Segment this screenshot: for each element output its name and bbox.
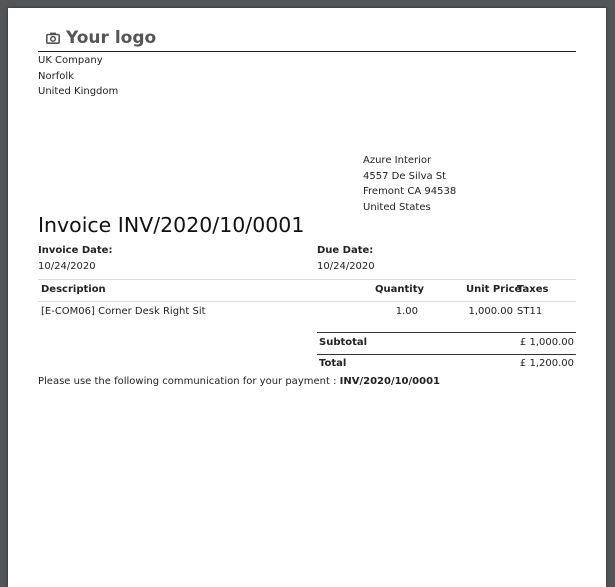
column-header-quantity: Quantity	[375, 284, 424, 295]
company-country: United Kingdom	[38, 86, 119, 97]
customer-name: Azure Interior	[363, 155, 432, 166]
customer-address	[363, 153, 456, 215]
company-logo	[46, 28, 156, 48]
column-header-unit-price: Unit Price	[466, 284, 522, 295]
total-divider	[317, 354, 576, 355]
company-name: UK Company	[38, 55, 103, 66]
subtotal-value: £ 1,000.00	[519, 337, 574, 348]
company-address	[38, 53, 118, 100]
invoice-date-label: Invoice Date:	[38, 245, 113, 256]
customer-city: Fremont CA 94538	[363, 186, 457, 197]
row-quantity: 1.00	[395, 306, 418, 317]
invoice-date-value: 10/24/2020	[38, 261, 96, 272]
dates-divider	[38, 279, 576, 280]
column-header-taxes: Taxes	[517, 284, 549, 295]
customer-street: 4557 De Silva St	[363, 170, 447, 182]
header-divider	[38, 51, 576, 52]
column-header-description: Description	[41, 284, 106, 295]
totals-top-divider	[317, 332, 576, 333]
company-city: Norfolk	[38, 70, 74, 82]
due-date-label: Due Date:	[317, 245, 374, 256]
table-header-divider	[38, 301, 576, 302]
row-unit-price: 1,000.00	[468, 306, 513, 317]
camera-icon	[46, 32, 60, 44]
payment-communication	[38, 376, 440, 387]
row-description: [E-COM06] Corner Desk Right Sit	[41, 306, 206, 317]
invoice-title: Invoice INV/2020/10/0001	[38, 213, 305, 237]
payment-reference: INV/2020/10/0001	[339, 376, 440, 387]
customer-country: United States	[363, 201, 431, 213]
payment-text: Please use the following communication for your payment :	[38, 376, 340, 387]
logo-text: Your logo	[66, 28, 157, 48]
row-taxes: ST11	[517, 306, 543, 317]
invoice-page	[8, 8, 606, 587]
due-date-value: 10/24/2020	[317, 261, 375, 272]
subtotal-label: Subtotal	[319, 337, 368, 348]
total-label: Total	[319, 358, 347, 369]
total-value: £ 1,200.00	[519, 358, 574, 369]
